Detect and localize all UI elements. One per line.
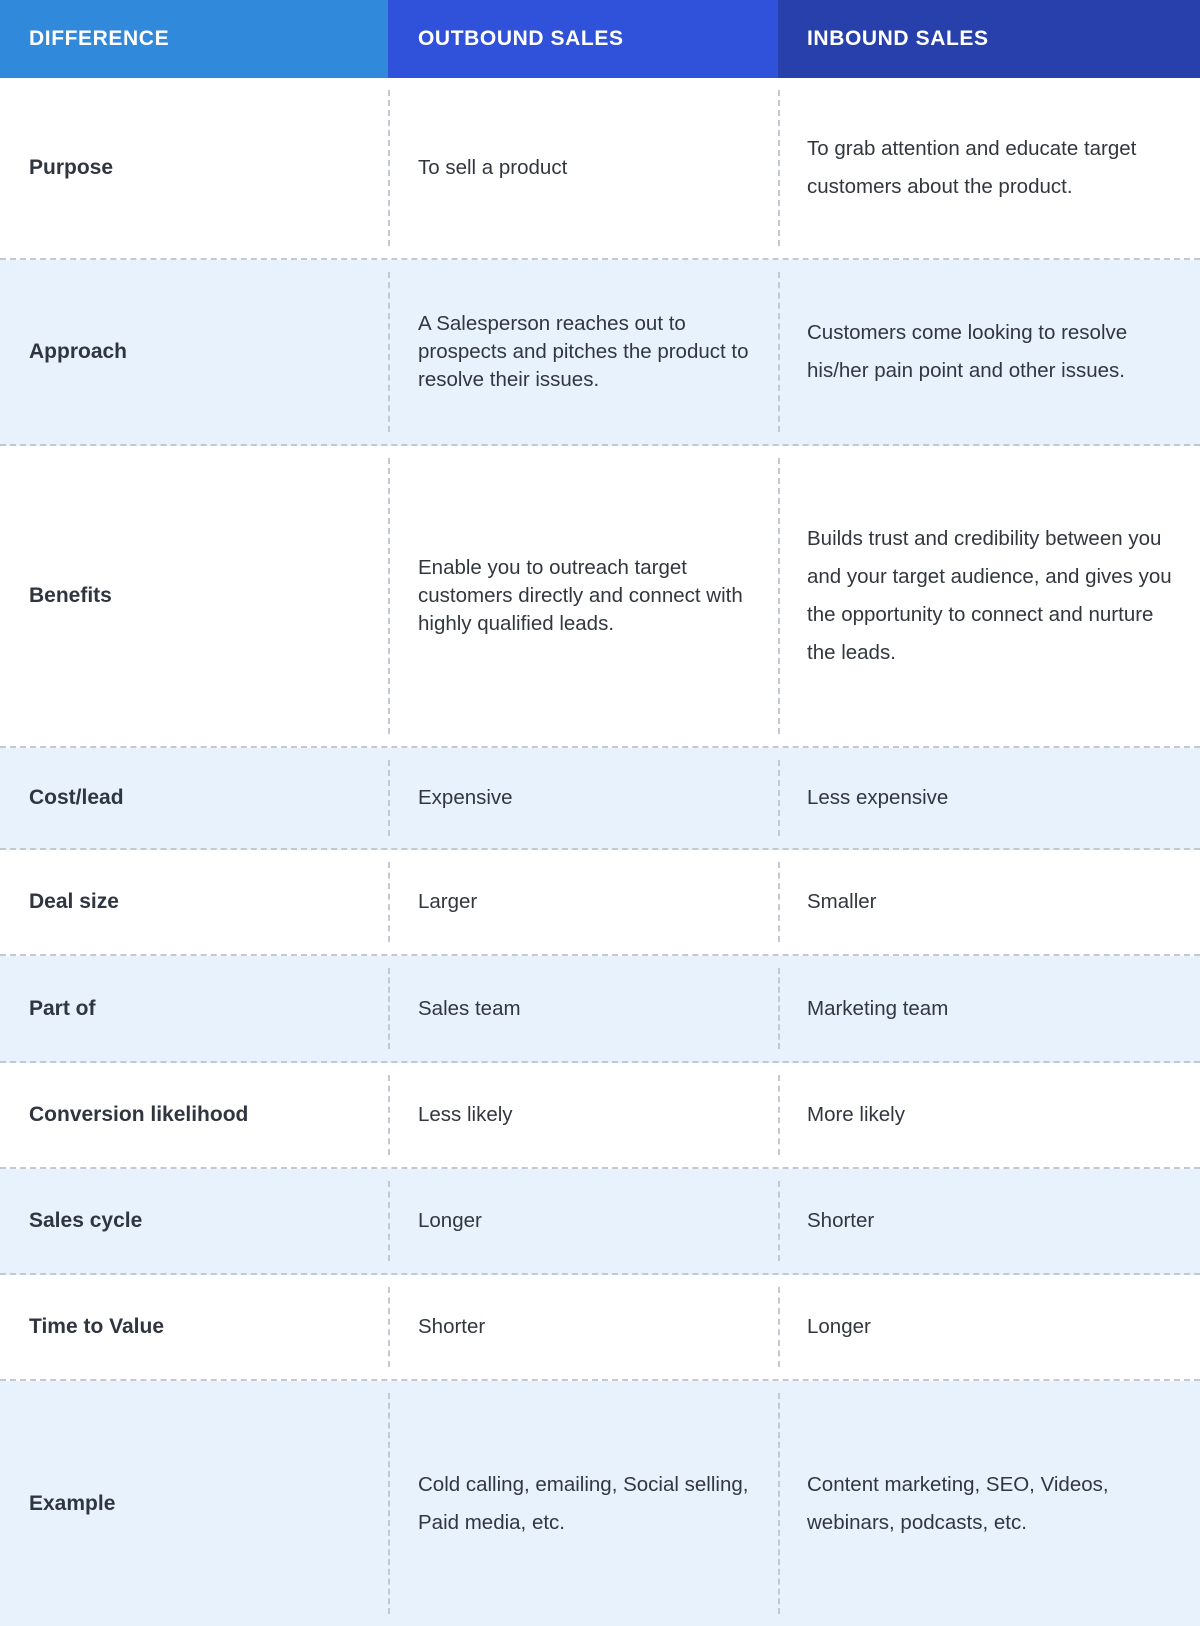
row-label-cell xyxy=(0,1063,388,1167)
table-row xyxy=(0,1169,1200,1275)
inbound-value: Smaller xyxy=(807,890,877,914)
outbound-value: Shorter xyxy=(418,1315,486,1339)
outbound-cell xyxy=(388,850,778,954)
row-label: Purpose xyxy=(29,156,114,180)
row-label-cell xyxy=(0,1381,388,1626)
inbound-cell xyxy=(778,956,1200,1061)
outbound-cell xyxy=(388,748,778,848)
row-label: Cost/lead xyxy=(29,786,124,810)
inbound-cell xyxy=(778,78,1200,258)
outbound-value: Longer xyxy=(418,1209,482,1233)
inbound-cell xyxy=(778,260,1200,444)
inbound-value: More likely xyxy=(807,1103,905,1127)
inbound-cell xyxy=(778,1275,1200,1379)
inbound-value: To grab attention and educate target customers about the product. xyxy=(807,137,1137,198)
row-label-cell xyxy=(0,1275,388,1379)
row-label: Deal size xyxy=(29,890,119,914)
outbound-value: Expensive xyxy=(418,786,513,810)
inbound-value: Less expensive xyxy=(807,786,949,810)
outbound-cell xyxy=(388,260,778,444)
table-row xyxy=(0,78,1200,260)
inbound-value: Customers come looking to resolve his/her pain point and other issues. xyxy=(807,321,1128,382)
row-label: Conversion likelihood xyxy=(29,1103,249,1127)
outbound-cell xyxy=(388,1063,778,1167)
row-label-cell xyxy=(0,748,388,848)
inbound-cell xyxy=(778,748,1200,848)
inbound-value: Content marketing, SEO, Videos, webinars, podcasts, etc. xyxy=(807,1472,1109,1534)
inbound-cell xyxy=(778,446,1200,746)
table-row xyxy=(0,1275,1200,1381)
outbound-value: Larger xyxy=(418,890,478,914)
outbound-value: To sell a product xyxy=(418,156,568,180)
outbound-value: Sales team xyxy=(418,996,521,1020)
table-row xyxy=(0,850,1200,956)
table-row xyxy=(0,1381,1200,1626)
row-label-cell xyxy=(0,78,388,258)
column-header-inbound-sales: INBOUND SALES xyxy=(778,0,1200,78)
row-label-cell xyxy=(0,1169,388,1273)
row-label: Time to Value xyxy=(29,1315,164,1339)
outbound-cell xyxy=(388,446,778,746)
table-row xyxy=(0,1063,1200,1169)
outbound-cell xyxy=(388,956,778,1061)
inbound-cell xyxy=(778,850,1200,954)
inbound-cell xyxy=(778,1169,1200,1273)
outbound-value: Cold calling, emailing, Social selling, Paid media, etc. xyxy=(418,1472,749,1534)
inbound-value: Builds trust and credibility between you and your target audience, and gives you the opportunity to connect and nurture the leads. xyxy=(807,527,1172,664)
outbound-cell xyxy=(388,1169,778,1273)
outbound-cell xyxy=(388,1381,778,1626)
row-label: Benefits xyxy=(29,584,112,608)
inbound-cell xyxy=(778,1063,1200,1167)
row-label-cell xyxy=(0,956,388,1061)
row-label: Example xyxy=(29,1491,116,1515)
inbound-value: Shorter xyxy=(807,1209,875,1233)
outbound-cell xyxy=(388,1275,778,1379)
row-label: Part of xyxy=(29,996,96,1020)
outbound-cell xyxy=(388,78,778,258)
column-header-outbound-sales: OUTBOUND SALES xyxy=(388,0,778,78)
row-label: Sales cycle xyxy=(29,1209,143,1233)
table-row xyxy=(0,748,1200,850)
table-row xyxy=(0,956,1200,1063)
row-label: Approach xyxy=(29,340,128,364)
table-body xyxy=(0,78,1200,1626)
table-row xyxy=(0,446,1200,748)
table-row xyxy=(0,260,1200,446)
row-label-cell xyxy=(0,260,388,444)
outbound-value: Less likely xyxy=(418,1103,513,1127)
column-header-difference: DIFFERENCE xyxy=(0,0,388,78)
table-header-row xyxy=(0,0,1200,78)
inbound-cell xyxy=(778,1381,1200,1626)
outbound-value: A Salesperson reaches out to prospects and pitches the product to resolve their issues. xyxy=(418,311,749,392)
inbound-value: Longer xyxy=(807,1315,871,1339)
outbound-value: Enable you to outreach target customers directly and connect with highly qualified leads. xyxy=(418,555,743,636)
inbound-value: Marketing team xyxy=(807,996,949,1020)
row-label-cell xyxy=(0,446,388,746)
row-label-cell xyxy=(0,850,388,954)
